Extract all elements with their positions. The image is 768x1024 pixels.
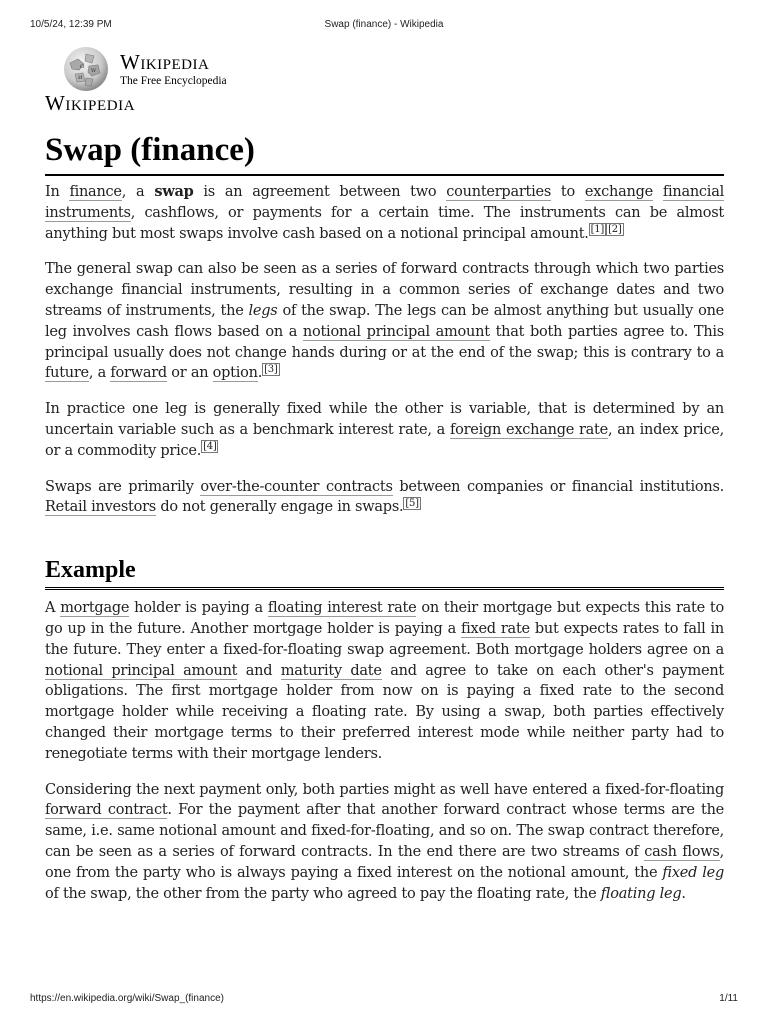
intro-paragraph-3: In practice one leg is generally fixed while the other is variable, that is determined by an uncertain variable such as a benchmark interest rate, a foreign exchange rate, an index price, or a commodity price. [4] xyxy=(45,401,724,459)
page-title: Swap (finance) xyxy=(45,128,724,176)
link-over-the-counter-contracts[interactable]: over-the-counter contracts xyxy=(200,478,393,495)
svg-text:Ω: Ω xyxy=(80,64,85,70)
link-cash-flows[interactable]: cash flows xyxy=(644,843,720,860)
print-page-number: 1/11 xyxy=(719,993,738,1004)
article-content xyxy=(45,128,724,904)
link-notional-principal-amount[interactable]: notional principal amount xyxy=(302,323,490,340)
link-mortgage[interactable]: mortgage xyxy=(60,600,130,617)
reference-link[interactable]: [4] xyxy=(203,440,217,452)
link-financial-instruments[interactable]: financial instruments xyxy=(45,184,724,221)
link-foreign-exchange-rate[interactable]: foreign exchange rate xyxy=(449,421,608,438)
link-floating-interest-rate[interactable]: floating interest rate xyxy=(267,600,417,617)
print-title: Swap (finance) - Wikipedia xyxy=(324,19,444,30)
print-header xyxy=(0,19,768,33)
tagline: The Free Encyclopedia xyxy=(120,75,227,87)
link-retail-investors[interactable]: Retail investors xyxy=(45,499,156,516)
reference-link[interactable]: [5] xyxy=(405,497,419,509)
intro-paragraph-2: The general swap can also be seen as a series of forward contracts through which two parties exchange financial instruments, resulting in a common series of exchange dates and two streams of instruments, the legs of the swap. The legs can be almost anything but usually one leg involves cash flows based on a notional principal amount that both parties agree to. This principal usually does not change hands during or at the end of the swap; this is contrary to a future, a forward or an option. [3] xyxy=(45,261,724,382)
svg-text:И: И xyxy=(78,75,83,81)
intro-paragraph-1: In finance, a swap is an agreement between two counterparties to exchange financial instruments, cashflows, or payments for a certain time. The instruments can be almost anything but most swaps involve cash based on a notional principal amount. [1] [2] xyxy=(45,183,724,242)
wikipedia-globe-icon xyxy=(62,45,110,93)
print-footer xyxy=(0,993,768,1007)
print-url: https://en.wikipedia.org/wiki/Swap_(finance) xyxy=(30,993,224,1004)
link-finance[interactable]: finance xyxy=(69,184,122,200)
link-future[interactable]: future xyxy=(45,365,89,382)
wordmark: Wikipedia xyxy=(120,50,210,74)
example-paragraph-1: A mortgage holder is paying a floating interest rate on their mortgage but expects this rate to go up in the future. Another mortgage holder is paying a fixed rate but expects rates to fall in the future. They enter a fixed-for-floating swap agreement. Both mortgage holders agree on a notional principal amount and maturity date and agree to take on each other's payment obligations. The first mortgage holder from now on is paying a fixed rate to the second mortgage holder while receiving a floating rate. By using a swap, both parties effectively changed their mortgage terms to their preferred interest mode while neither party had to renegotiate terms with their mortgage lenders. xyxy=(45,600,724,762)
wordmark-large: Wikipedia xyxy=(45,91,136,115)
link-notional-principal-amount[interactable]: notional principal amount xyxy=(45,662,238,679)
link-maturity-date[interactable]: maturity date xyxy=(280,662,382,679)
link-exchange[interactable]: exchange xyxy=(584,184,653,200)
svg-text:W: W xyxy=(91,68,97,74)
reference-link[interactable]: [2] xyxy=(608,223,622,235)
reference-link[interactable]: [3] xyxy=(264,363,278,375)
intro-paragraph-4: Swaps are primarily over-the-counter contracts between companies or financial institutions. Retail investors do not generally engage in swaps. [5] xyxy=(45,478,725,516)
link-forward[interactable]: forward xyxy=(110,365,167,382)
link-fixed-rate[interactable]: fixed rate xyxy=(461,620,530,637)
link-counterparties[interactable]: counterparties xyxy=(446,184,552,200)
link-forward-contract[interactable]: forward contract xyxy=(45,802,168,819)
example-paragraph-2: Considering the next payment only, both parties might as well have entered a fixed-for-floating forward contract. For the payment after that another forward contract whose terms are the same, i.e. same notional amount and fixed-for-floating, and so on. The swap contract therefore, can be seen as a series of forward contracts. In the end there are two streams of cash flows, one from the party who is always paying a fixed interest on the notional amount, the fixed leg of the swap, the other from the party who agreed to pay the floating rate, the floating leg. xyxy=(45,781,724,902)
section-heading-example: Example xyxy=(45,554,724,590)
reference-link[interactable]: [1] xyxy=(590,223,605,235)
link-option[interactable]: option xyxy=(212,365,258,382)
print-datetime: 10/5/24, 12:39 PM xyxy=(30,19,112,30)
